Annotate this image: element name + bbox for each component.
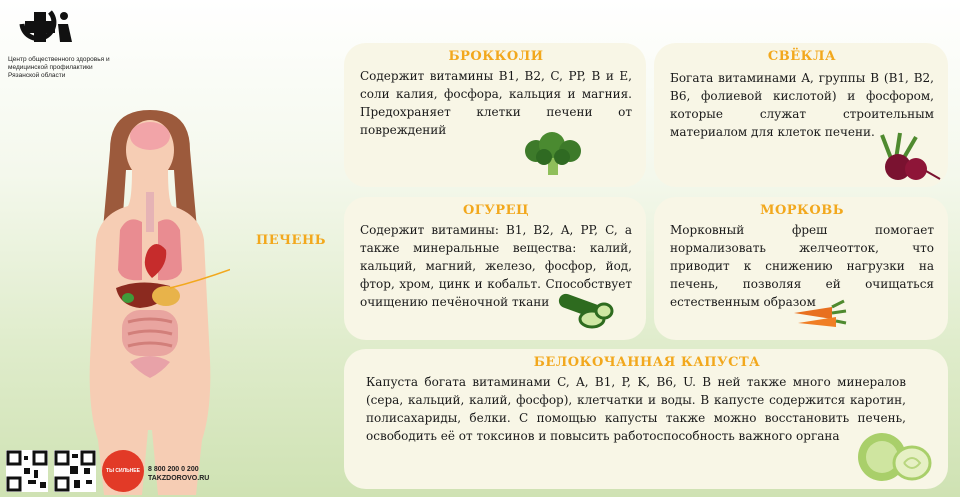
carrot-icon	[792, 299, 848, 331]
card-text: Морковный фреш помогает нормализовать желчеотток, что приводит к снижению нагрузки на печень, позволяя ей очищаться естественным образом	[670, 223, 934, 309]
logo-icon	[8, 4, 78, 54]
card-title: ОГУРЕЦ	[462, 203, 530, 218]
broccoli-icon	[522, 131, 586, 177]
liver-label: ПЕЧЕНЬ	[256, 233, 326, 248]
card-text: Богата витаминами A, группы B (B1, B2, B6, фолиевой кислотой) и фосфором, которые служат строительным материалом для клеток печени.	[670, 71, 934, 139]
org-name: Центр общественного здоровья и медицинской профилактики Рязанской области	[8, 56, 110, 79]
ty-silnee-badge: ТЫ СИЛЬНЕЕ	[102, 450, 144, 492]
qr-code[interactable]	[6, 450, 48, 492]
card-beet	[654, 43, 948, 187]
website-link[interactable]: TAKZDOROVO.RU	[148, 475, 210, 482]
card-cabbage	[344, 349, 948, 489]
beet-icon	[872, 131, 942, 183]
card-title: МОРКОВЬ	[760, 203, 844, 218]
phone-number: 8 800 200 0 200	[148, 466, 199, 473]
org-logo	[8, 4, 118, 80]
card-cucumber	[344, 197, 646, 340]
card-text: Капуста богата витаминами C, A, B1, P, K, B6, U. В ней также много минералов (сера, кальций, калий, фосфор), клетчатки и воды. В капусте содержится каротин, полисахариды, белки. С помощью капусты также можно восстановить печень, освободить её от токсинов и повысить работоспособность важного органа	[366, 375, 906, 443]
card-text: Содержит витамины B1, B2, C, PP, B и E, соли калия, фосфора, кальция и магния. Предохраняет клетки печени от повреждений	[360, 69, 632, 137]
qr-code[interactable]	[54, 450, 96, 492]
card-title: СВЁКЛА	[767, 49, 837, 64]
card-carrot	[654, 197, 948, 340]
human-body-illustration	[70, 110, 230, 495]
card-text: Содержит витамины: B1, B2, A, PP, C, а также минеральные вещества: калий, кальций, магний, железо, фосфор, йод, фтор, хром, цинк и кобальт. Способствует очищению печёночной ткани	[360, 223, 632, 309]
cucumber-icon	[554, 289, 614, 333]
card-broccoli	[344, 43, 646, 187]
cabbage-icon	[856, 427, 932, 483]
card-title: БЕЛОКОЧАННАЯ КАПУСТА	[533, 355, 761, 370]
card-title: БРОККОЛИ	[448, 49, 544, 64]
hotline-info	[148, 465, 209, 483]
